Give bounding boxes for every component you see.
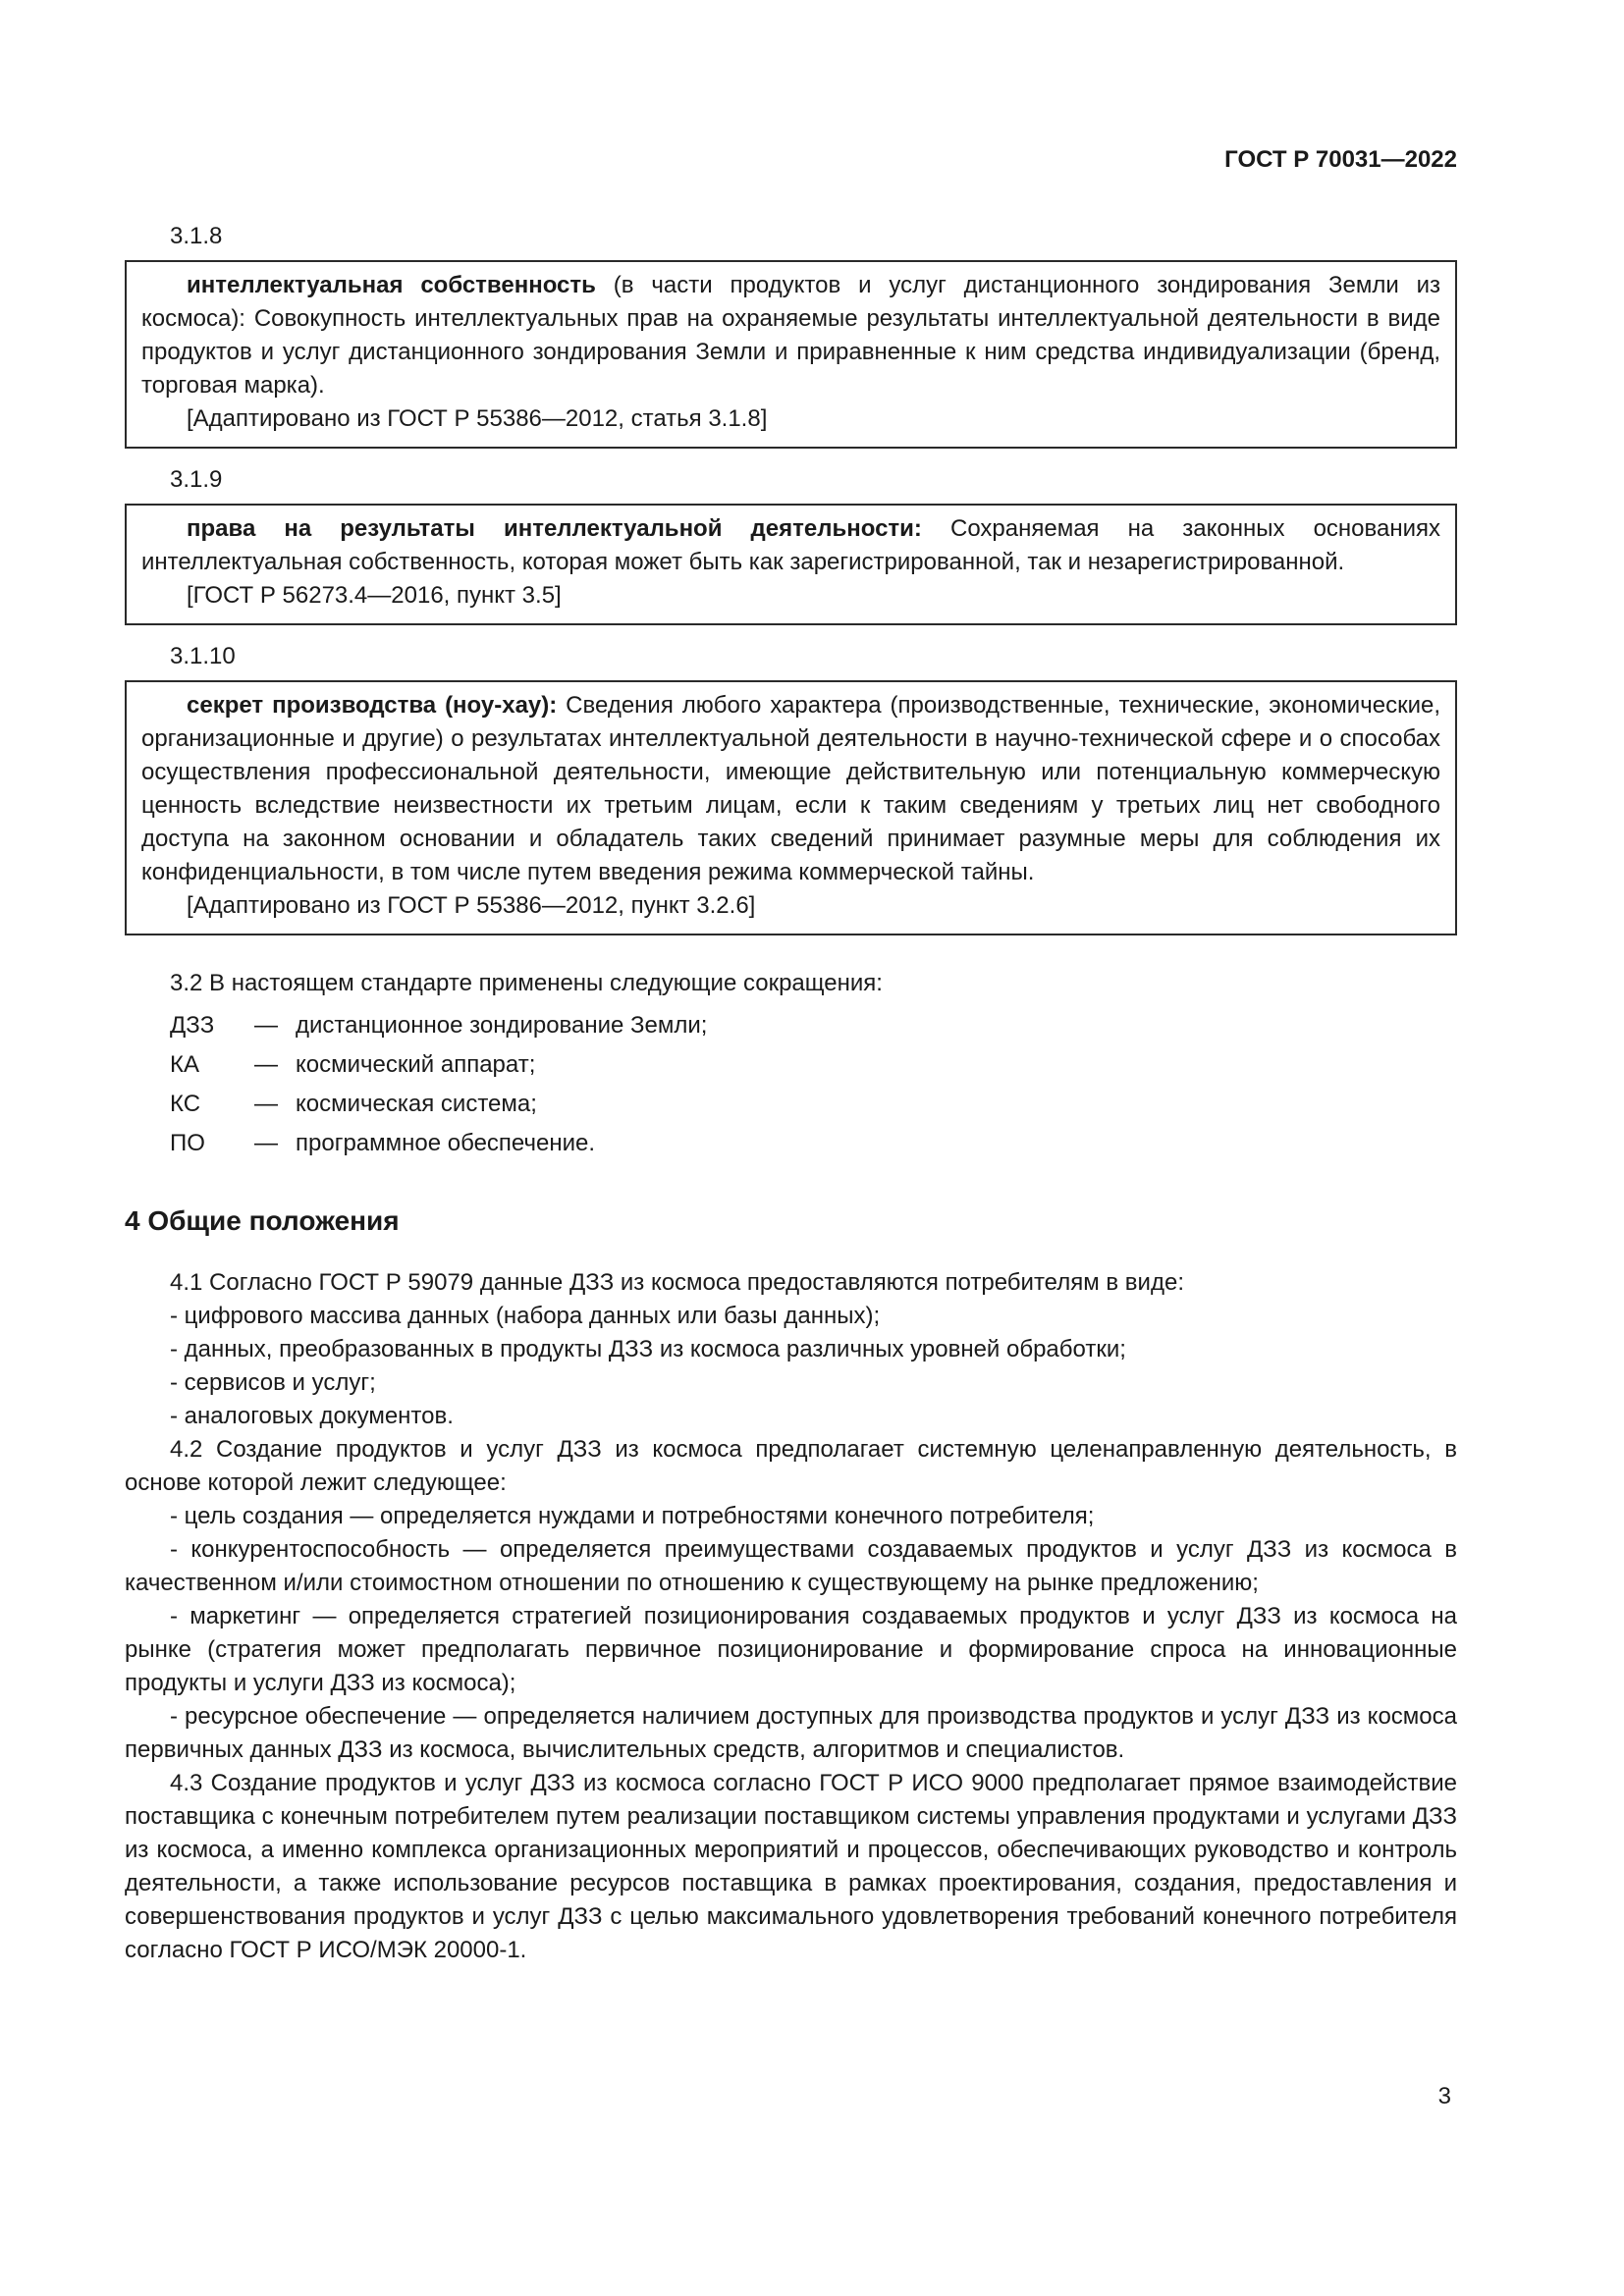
abbreviation-dash: — xyxy=(254,1051,278,1078)
abbreviation-term: ПО xyxy=(170,1130,205,1156)
definition-term: секрет производства (ноу-хау): xyxy=(187,692,558,719)
clause-number-3-1-10: 3.1.10 xyxy=(170,643,236,669)
definition-paragraph xyxy=(141,689,1440,889)
abbreviation-item-dzz xyxy=(170,1009,1457,1042)
definition-paragraph xyxy=(141,269,1440,402)
definition-body: Сведения любого характера (производственные, технические, экономические, организационные и другие) о результатах интеллектуальной деятельности в научно-технической сфере и о способах осуществления профессиональной деятельности, имеющие действительную или потенциальную коммерческую ценность вследствие неизвестности их третьим лицам, если к таким сведениям у третьих лиц нет свободного доступа на законном основании и обладатель таких сведений принимает разумные меры для соблюдения их конфиденциальности, в том числе путем введения режима коммерческой тайны. xyxy=(141,692,1440,885)
list-item: - конкурентоспособность — определяется преимуществами создаваемых продуктов и услуг ДЗЗ из космоса в качественном и/или стоимостном отношении по отношению к существующему на рынке предложению; xyxy=(125,1536,1457,1596)
definition-body: Сохраняемая на законных основаниях интеллектуальная собственность, которая может быть как зарегистрированной, так и незарегистрированной. xyxy=(141,515,1440,575)
definition-box-3-1-10 xyxy=(125,680,1457,935)
list-item: - сервисов и услуг; xyxy=(170,1369,376,1396)
abbreviations-intro: 3.2 В настоящем стандарте применены следующие сокращения: xyxy=(170,970,883,996)
list-item: - ресурсное обеспечение — определяется наличием доступных для производства продуктов и услуг ДЗЗ из космоса первичных данных ДЗЗ из космоса, вычислительных средств, алгоритмов и специалистов. xyxy=(125,1703,1457,1763)
definition-source: [ГОСТ Р 56273.4—2016, пункт 3.5] xyxy=(187,582,562,609)
abbreviation-dash: — xyxy=(254,1130,278,1156)
abbreviation-meaning: космическая система; xyxy=(296,1091,537,1117)
list-item: - цифрового массива данных (набора данных или базы данных); xyxy=(170,1303,881,1329)
list-item: - данных, преобразованных в продукты ДЗЗ из космоса различных уровней обработки; xyxy=(170,1336,1126,1362)
list-item: - цель создания — определяется нуждами и потребностями конечного потребителя; xyxy=(170,1503,1095,1529)
definition-body: (в части продуктов и услуг дистанционного зондирования Земли из космоса): Совокупность интеллектуальных прав на охраняемые результаты интеллектуальной деятельности в виде продуктов и услуг дистанционного зондирования Земли и приравненные к ним средства индивидуализации (бренд, торговая марка). xyxy=(141,272,1440,399)
list-item: - маркетинг — определяется стратегией позиционирования создаваемых продуктов и услуг ДЗЗ из космоса на рынке (стратегия может предполагать первичное позиционирование и формирование спроса на инновационные продукты и услуги ДЗЗ из космоса); xyxy=(125,1603,1457,1696)
abbreviation-item-ks xyxy=(170,1088,1457,1121)
abbreviation-term: КС xyxy=(170,1091,201,1117)
definition-box-3-1-9 xyxy=(125,504,1457,625)
clause-number-3-1-9: 3.1.9 xyxy=(170,466,223,493)
abbreviation-term: КА xyxy=(170,1051,199,1078)
definition-box-3-1-8 xyxy=(125,260,1457,449)
clause-number-3-1-8: 3.1.8 xyxy=(170,223,223,249)
page-number: 3 xyxy=(1437,2083,1451,2109)
paragraph-4-1: 4.1 Согласно ГОСТ Р 59079 данные ДЗЗ из космоса предоставляются потребителям в виде: xyxy=(170,1269,1184,1296)
definition-paragraph xyxy=(141,512,1440,579)
abbreviation-item-po xyxy=(170,1127,1457,1160)
abbreviation-meaning: космический аппарат; xyxy=(296,1051,536,1078)
section-heading-4: 4 Общие положения xyxy=(125,1205,400,1236)
abbreviation-meaning: дистанционное зондирование Земли; xyxy=(296,1012,708,1039)
definition-source: [Адаптировано из ГОСТ Р 55386—2012, статья 3.1.8] xyxy=(187,405,768,432)
abbreviation-item-ka xyxy=(170,1048,1457,1082)
list-item: - аналоговых документов. xyxy=(170,1403,454,1429)
abbreviation-dash: — xyxy=(254,1091,278,1117)
definition-term: права на результаты интеллектуальной деятельности: xyxy=(187,515,922,542)
abbreviation-meaning: программное обеспечение. xyxy=(296,1130,596,1156)
definition-source: [Адаптировано из ГОСТ Р 55386—2012, пункт 3.2.6] xyxy=(187,892,756,919)
document-code: ГОСТ Р 70031—2022 xyxy=(1224,146,1457,173)
abbreviation-term: ДЗЗ xyxy=(170,1012,215,1039)
paragraph-4-3: 4.3 Создание продуктов и услуг ДЗЗ из космоса согласно ГОСТ Р ИСО 9000 предполагает прямое взаимодействие поставщика с конечным потребителем путем реализации поставщиком системы управления продуктами и услугами ДЗЗ из космоса, а именно комплекса организационных мероприятий и процессов, обеспечивающих руководство и контроль деятельности, а также использование ресурсов поставщика в рамках проектирования, создания, предоставления и совершенствования продуктов и услуг ДЗЗ с целью максимального удовлетворения требований конечного потребителя согласно ГОСТ Р ИСО/МЭК 20000-1. xyxy=(125,1770,1457,1963)
paragraph-4-2: 4.2 Создание продуктов и услуг ДЗЗ из космоса предполагает системную целенаправленную деятельность, в основе которой лежит следующее: xyxy=(125,1436,1457,1496)
definition-term: интеллектуальная собственность xyxy=(187,272,596,298)
abbreviation-dash: — xyxy=(254,1012,278,1039)
